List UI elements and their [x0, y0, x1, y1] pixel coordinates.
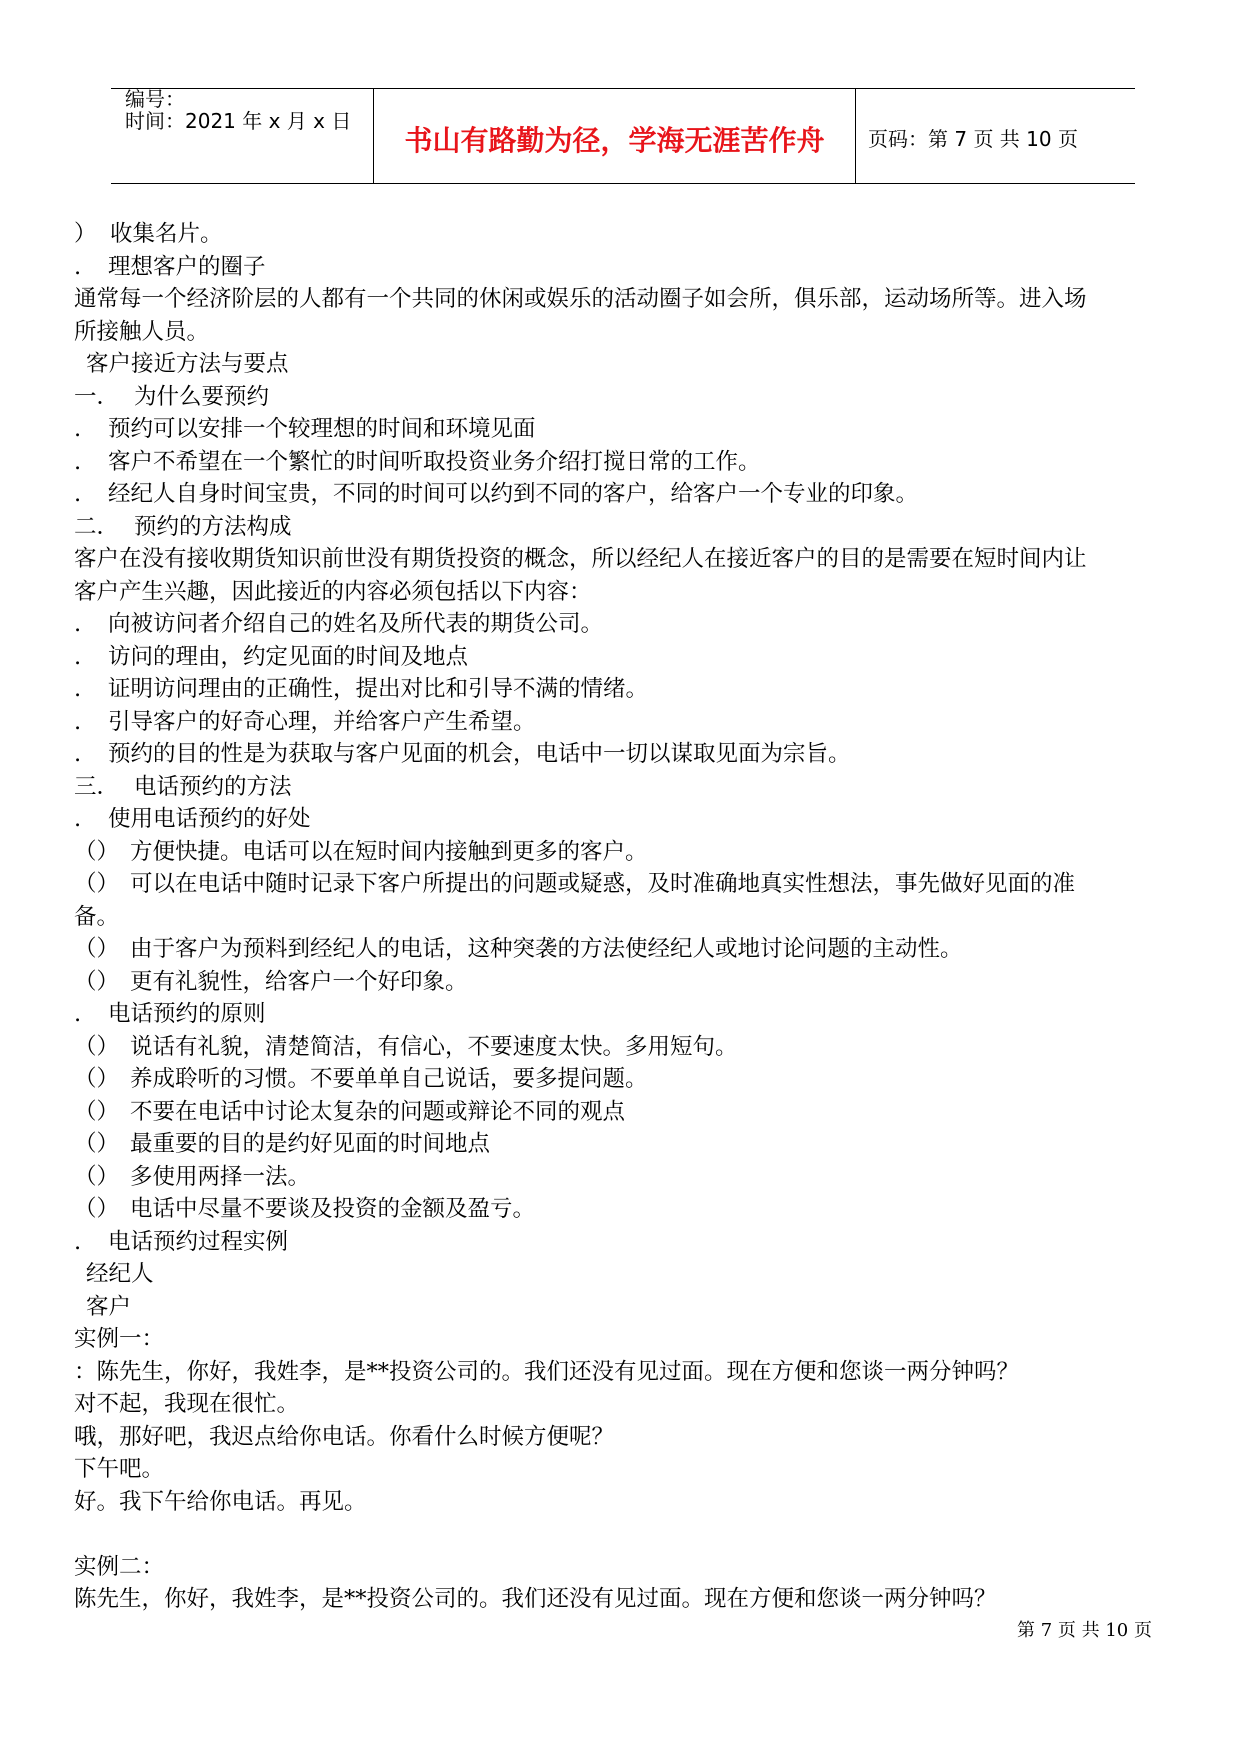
line-text: 说话有礼貌，清楚简洁，有信心，不要速度太快。多用短句。: [130, 1033, 738, 1060]
line-text: 陈先生，你好，我姓李，是**投资公司的。我们还没有见过面。现在方便和您谈一两分钟吗？: [74, 1586, 997, 1612]
list-marker: （）: [74, 1033, 120, 1060]
line-text: 预约的目的性是为获取与客户见面的机会，电话中一切以谋取见面为宗旨。: [108, 741, 851, 767]
list-marker: .: [74, 481, 82, 507]
text-line: [74, 1226, 1189, 1259]
text-line: [74, 966, 1189, 999]
list-marker: 二．: [74, 513, 120, 540]
text-line: [74, 1551, 1189, 1584]
line-text: 预约可以安排一个较理想的时间和环境见面: [108, 416, 536, 442]
line-text: 下午吧。: [74, 1456, 165, 1482]
line-text: 引导客户的好奇心理，并给客户产生希望。: [108, 708, 536, 735]
text-line: [74, 1388, 1189, 1421]
list-marker: .: [74, 741, 82, 767]
list-marker: .: [74, 253, 82, 280]
text-line: [74, 1096, 1189, 1129]
list-marker: .: [74, 448, 82, 475]
line-text: 电话中尽量不要谈及投资的金额及盈亏。: [130, 1196, 536, 1222]
line-text: 预约的方法构成: [134, 513, 292, 540]
line-text: 养成聆听的习惯。不要单单自己说话，要多提问题。: [130, 1066, 648, 1092]
list-marker: （）: [74, 1196, 120, 1222]
document-number-label: 编号：: [125, 87, 185, 111]
line-text: ：陈先生，你好，我姓李，是**投资公司的。我们还没有见过面。现在方便和您谈一两分钟吗？: [74, 1358, 1020, 1385]
header-page-number: 页码：第 7 页 共 10 页: [868, 127, 1078, 151]
page-header: [111, 88, 1135, 184]
line-text: 对不起，我现在很忙。: [74, 1391, 300, 1417]
text-line: [74, 738, 1189, 771]
list-marker: （）: [74, 1066, 120, 1092]
line-text: 方便快捷。电话可以在短时间内接触到更多的客户。: [130, 838, 648, 865]
line-text: 最重要的目的是约好见面的时间地点: [130, 1131, 491, 1157]
list-marker: .: [74, 416, 82, 442]
text-line: [74, 511, 1189, 544]
line-text: 所接触人员。: [74, 318, 210, 345]
text-line: [74, 1518, 1189, 1551]
list-marker: （）: [74, 1163, 120, 1190]
list-marker: .: [74, 643, 82, 670]
line-text: 为什么要预约: [134, 383, 270, 410]
line-text: 经纪人自身时间宝贵，不同的时间可以约到不同的客户，给客户一个专业的印象。: [108, 481, 919, 507]
text-line: [74, 413, 1189, 446]
text-line: [74, 218, 1189, 251]
list-marker: 三．: [74, 773, 120, 800]
line-text: 电话预约的原则: [108, 1001, 266, 1027]
line-text: 客户接近方法与要点: [86, 351, 289, 377]
text-line: [74, 771, 1189, 804]
header-meta-cell: [111, 89, 374, 183]
footer-page-number: 第 7 页 共 10 页: [1017, 1620, 1152, 1641]
list-marker: （）: [74, 838, 120, 865]
list-marker: （）: [74, 936, 120, 962]
line-text: 经纪人: [86, 1261, 154, 1287]
list-marker: ）: [74, 221, 97, 247]
text-line: [74, 251, 1189, 284]
line-text: 客户不希望在一个繁忙的时间听取投资业务介绍打搅日常的工作。: [108, 448, 761, 475]
header-motto-cell: [374, 89, 856, 183]
text-line: [74, 348, 1189, 381]
line-text: 电话预约的方法: [134, 773, 292, 800]
text-line: [74, 478, 1189, 511]
line-text: 理想客户的圈子: [108, 253, 266, 280]
text-line: [74, 316, 1189, 349]
line-text: 由于客户为预料到经纪人的电话，这种突袭的方法使经纪人或地讨论问题的主动性。: [130, 936, 963, 962]
text-line: [74, 706, 1189, 739]
line-text: 使用电话预约的好处: [108, 806, 311, 832]
line-text: 证明访问理由的正确性，提出对比和引导不满的情绪。: [108, 676, 649, 702]
line-text: 访问的理由，约定见面的时间及地点: [108, 643, 469, 670]
text-line: [74, 1258, 1189, 1291]
line-text: 实例二：: [74, 1553, 165, 1580]
line-text: 哦，那好吧，我迟点给你电话。你看什么时候方便呢？: [74, 1423, 615, 1450]
text-line: [74, 381, 1189, 414]
text-line: [74, 1031, 1189, 1064]
list-marker: （）: [74, 871, 120, 897]
line-text: 可以在电话中随时记录下客户所提出的问题或疑惑，及时准确地真实性想法，事先做好见面的准: [130, 871, 1076, 897]
line-text: 更有礼貌性，给客户一个好印象。: [130, 968, 468, 995]
text-line: [74, 868, 1189, 901]
header-motto: 书山有路勤为径，学海无涯苦作舟: [404, 124, 825, 157]
text-line: [74, 1291, 1189, 1324]
text-line: [74, 836, 1189, 869]
text-line: [74, 576, 1189, 609]
line-text: 收集名片。: [110, 221, 223, 247]
text-line: [74, 1356, 1189, 1389]
document-time-label: 时间：2021 年 x 月 x 日: [125, 109, 352, 133]
header-page-cell: [856, 89, 1135, 183]
text-line: [74, 1193, 1189, 1226]
line-text: 好。我下午给你电话。再见。: [74, 1488, 367, 1515]
text-line: [74, 1128, 1189, 1161]
line-text: 客户产生兴趣，因此接近的内容必须包括以下内容：: [74, 578, 592, 605]
line-text: 实例一：: [74, 1326, 165, 1352]
text-line: [74, 1323, 1189, 1356]
list-marker: （）: [74, 1131, 120, 1157]
text-line: [74, 998, 1189, 1031]
list-marker: 一．: [74, 383, 120, 410]
document-body: [74, 218, 1189, 1616]
text-line: [74, 641, 1189, 674]
line-text: 客户在没有接收期货知识前世没有期货投资的概念，所以经纪人在接近客户的目的是需要在短时间内让: [74, 546, 1087, 572]
list-marker: .: [74, 806, 82, 832]
text-line: [74, 1161, 1189, 1194]
text-line: [74, 1486, 1189, 1519]
list-marker: .: [74, 1001, 82, 1027]
list-marker: （）: [74, 968, 120, 995]
line-text: 客户: [86, 1293, 132, 1320]
text-line: [74, 901, 1189, 934]
text-line: [74, 1421, 1189, 1454]
line-text: 不要在电话中讨论太复杂的问题或辩论不同的观点: [130, 1098, 626, 1125]
list-marker: （）: [74, 1098, 120, 1125]
text-line: [74, 1453, 1189, 1486]
text-line: [74, 1063, 1189, 1096]
line-text: 电话预约过程实例: [108, 1228, 289, 1255]
list-marker: .: [74, 708, 82, 735]
line-text: 备。: [74, 903, 120, 930]
text-line: [74, 446, 1189, 479]
list-marker: .: [74, 611, 82, 637]
text-line: [74, 803, 1189, 836]
text-line: [74, 1583, 1189, 1616]
text-line: [74, 608, 1189, 641]
text-line: [74, 673, 1189, 706]
line-text: 通常每一个经济阶层的人都有一个共同的休闲或娱乐的活动圈子如会所，俱乐部，运动场所等。进入场: [74, 286, 1087, 312]
text-line: [74, 543, 1189, 576]
list-marker: .: [74, 1228, 82, 1255]
list-marker: .: [74, 676, 82, 702]
text-line: [74, 283, 1189, 316]
line-text: 多使用两择一法。: [130, 1163, 311, 1190]
text-line: [74, 933, 1189, 966]
line-text: 向被访问者介绍自己的姓名及所代表的期货公司。: [108, 611, 604, 637]
